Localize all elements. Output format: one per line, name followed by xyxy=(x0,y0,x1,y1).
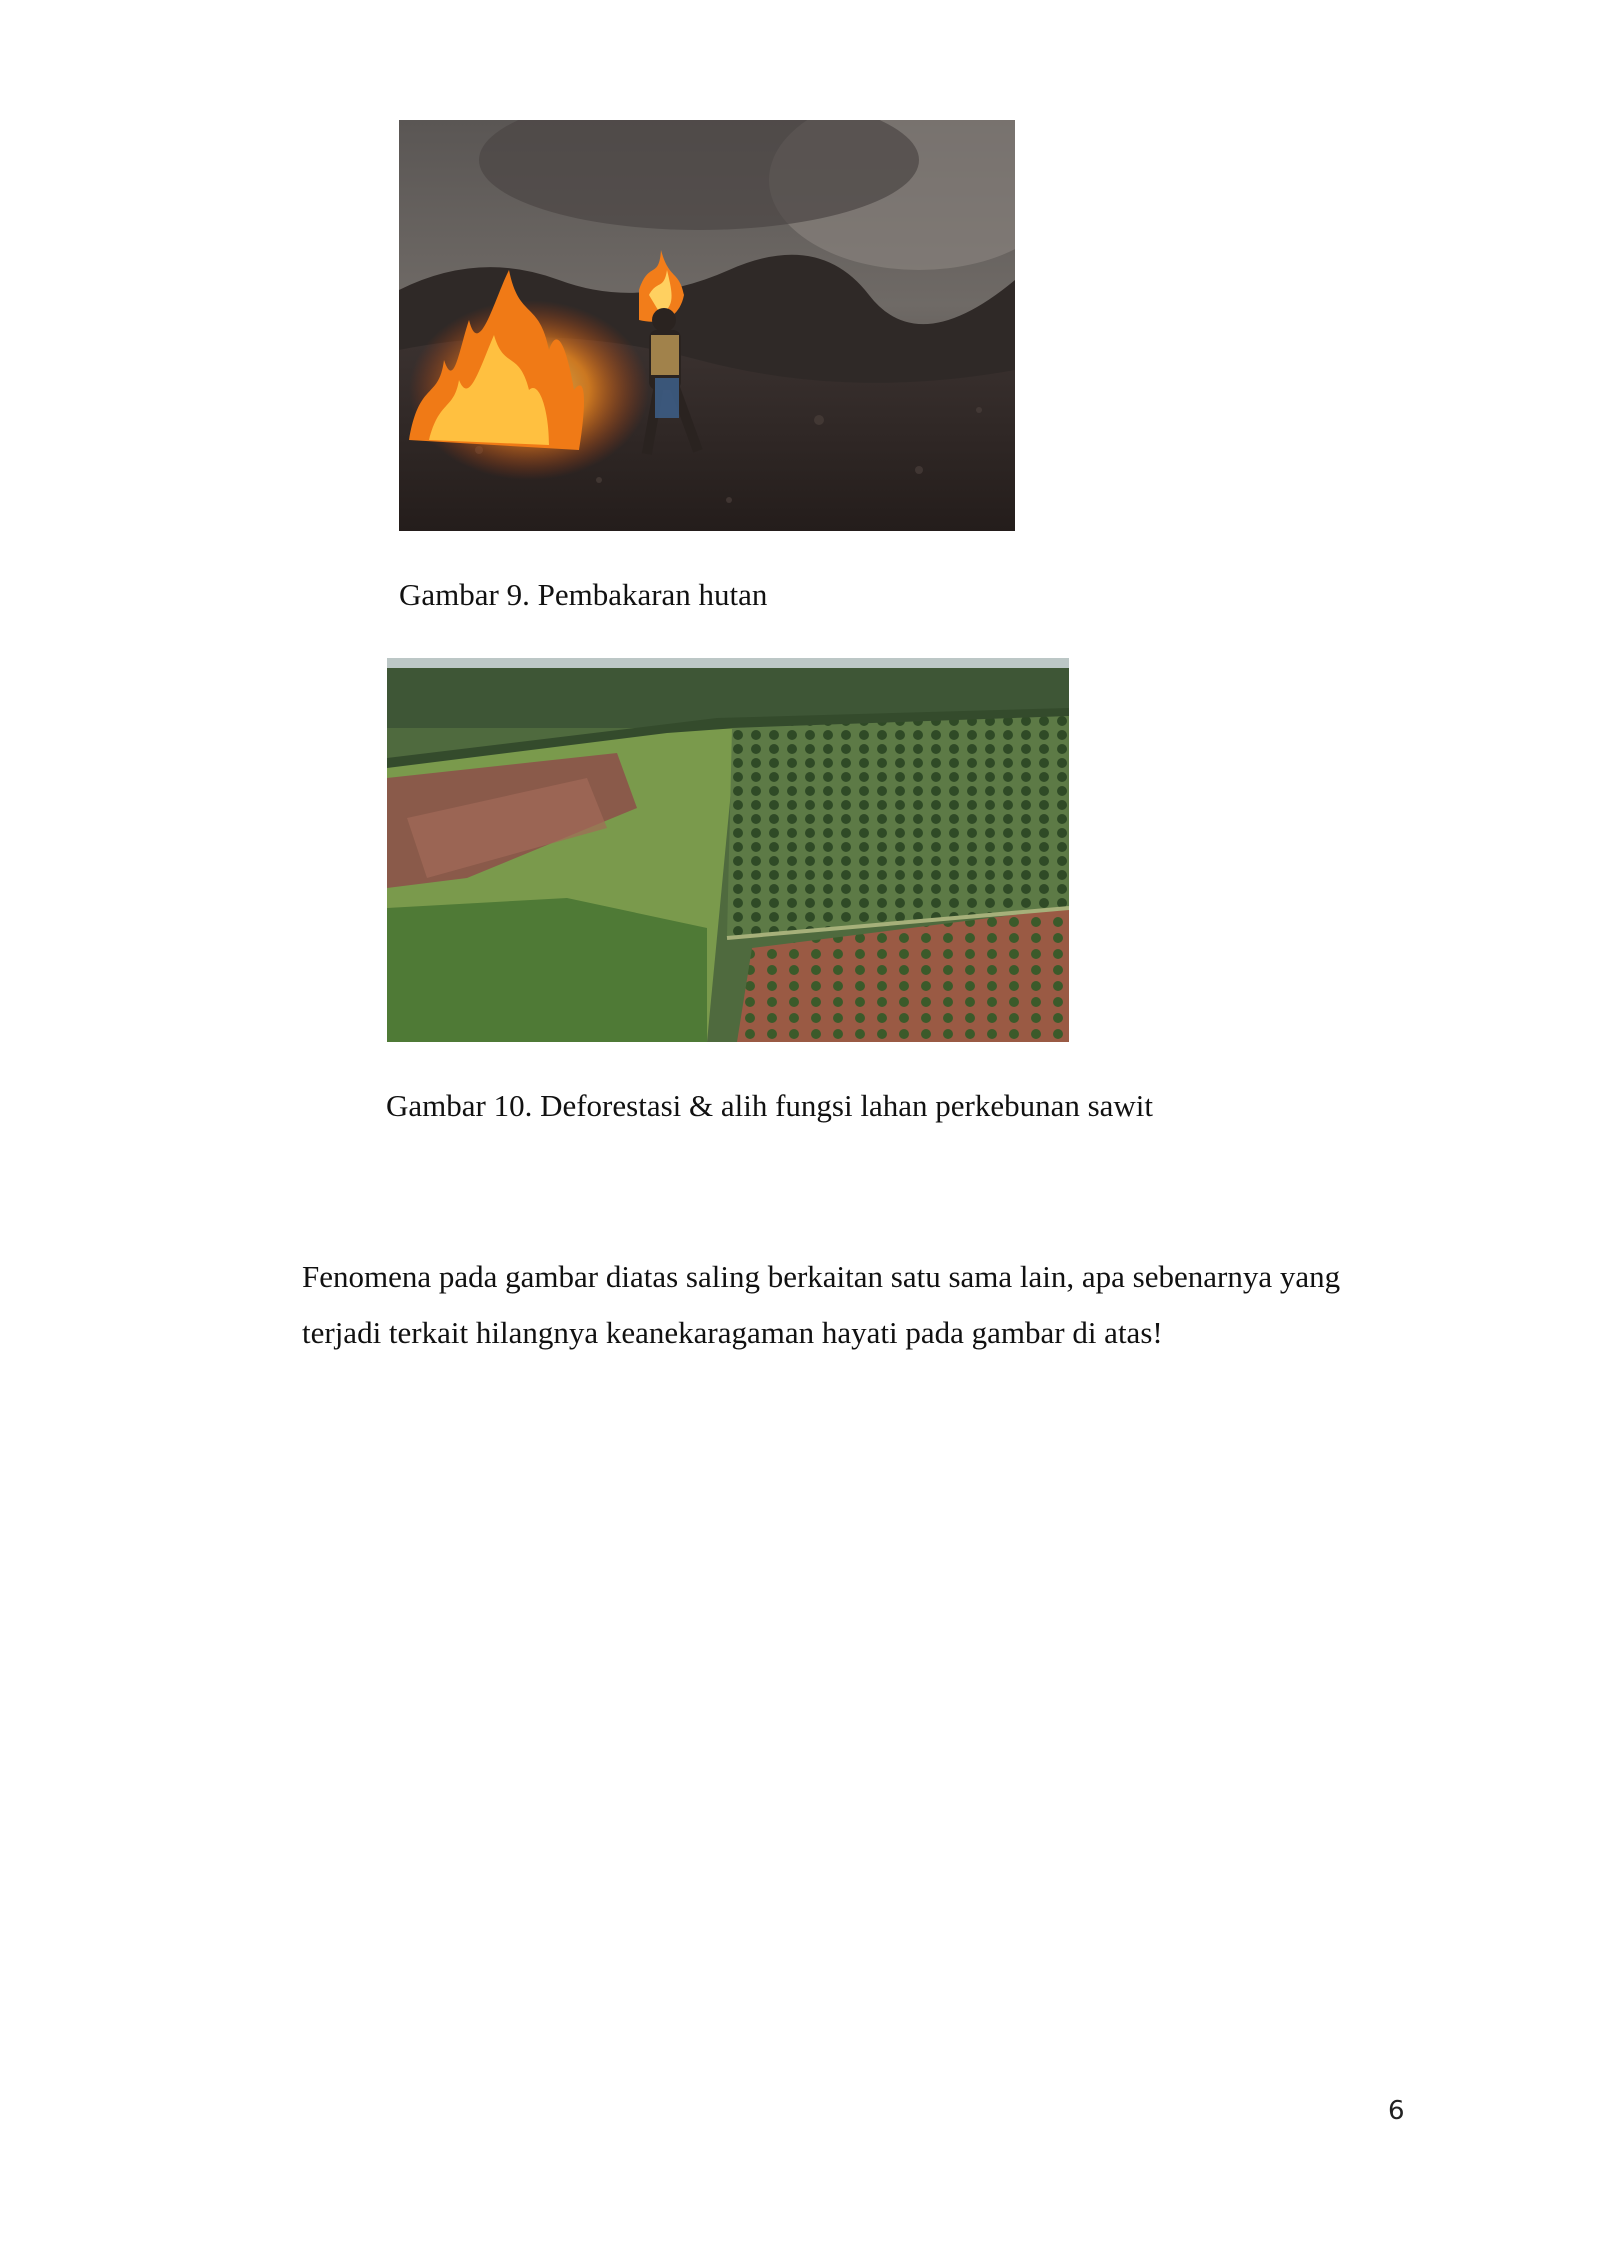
figure-10-caption: Gambar 10. Deforestasi & alih fungsi lahan perkebunan sawit xyxy=(386,1088,1154,1123)
figure-9-caption: Gambar 9. Pembakaran hutan xyxy=(399,577,768,612)
question-paragraph xyxy=(302,1249,1422,1361)
paragraph-line: Fenomena pada gambar diatas saling berkaitan satu sama lain, apa sebenarnya yang xyxy=(302,1259,1341,1294)
paragraph-line: terjadi terkait hilangnya keanekaragaman hayati pada gambar di atas! xyxy=(302,1315,1163,1350)
forest-fire-photo xyxy=(399,120,1015,531)
page-number: 6 xyxy=(1388,2096,1405,2126)
palm-plantation-aerial-photo xyxy=(387,658,1069,1042)
